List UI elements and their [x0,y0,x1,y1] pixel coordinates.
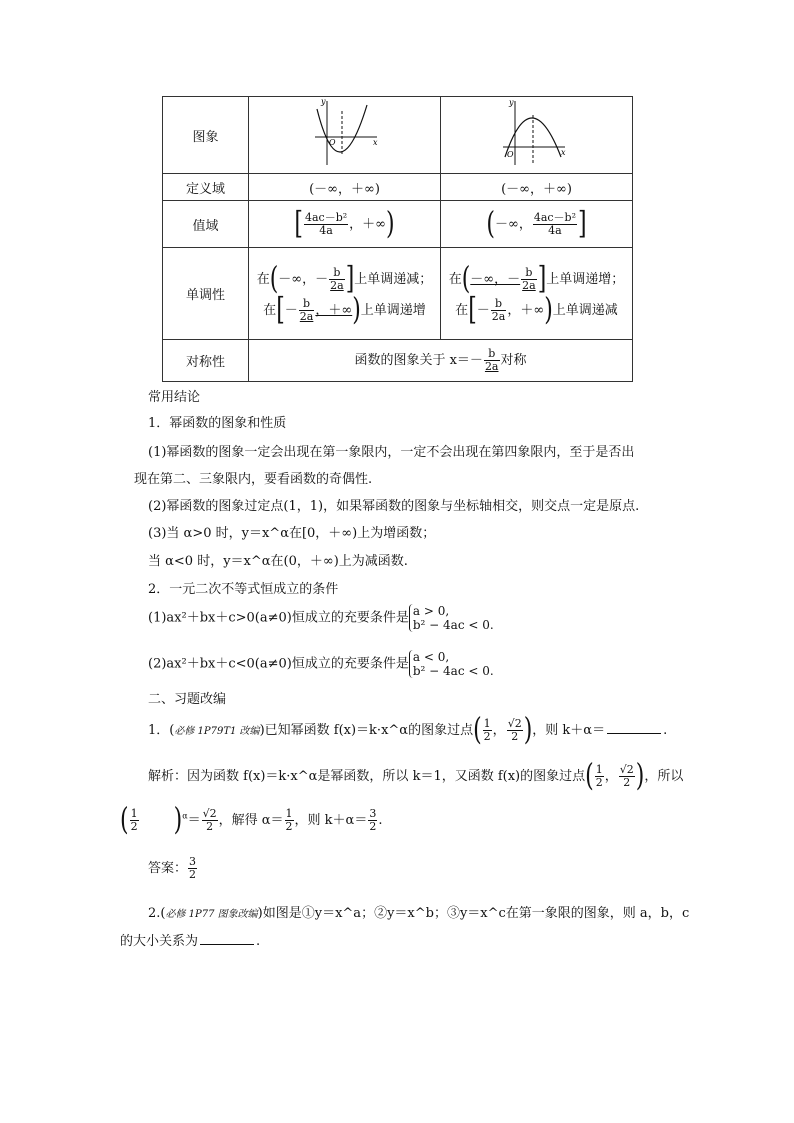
row-label-graph: 图象 [163,97,249,174]
domain-col2: (－∞，＋∞) [441,174,633,201]
section-exercises: 二、习题改编 [148,692,227,707]
monotonicity-col2: 在(－∞，－ $\frac{b}{2a}$ ]上单调递增； 在[－ $\frac{b}{2a}$ ，＋∞)上单调递减 [441,248,633,340]
exercise-1-answer: 答案： $\frac{3}{2}$ [148,855,197,881]
item1-p4: 当 α<0 时，y＝x^α在(0，＋∞)上为减函数. [148,554,408,569]
item2-p2: (2)ax²＋bx＋c<0(a≠0)恒成立的充要条件是 a < 0, b² − 4ac < 0. [148,650,494,678]
svg-text:y: y [508,98,514,107]
symmetry-cell: 函数的图象关于 x＝－ $\frac{b}{2a}$ 对称 [249,340,633,382]
row-label-monotonicity: 单调性 [163,248,249,340]
svg-text:O: O [506,150,514,159]
row-label-symmetry: 对称性 [163,340,249,382]
row-label-domain: 定义域 [163,174,249,201]
condition-system-1: a > 0, b² − 4ac < 0. [409,604,494,632]
exercise-2: 2.(必修 1P77 图象改编)如图是①y＝x^a；②y＝x^b；③y＝x^c在第一象限的图象，则 a，b，c [148,906,690,921]
answer-blank-1 [607,732,661,734]
monotonicity-col1: 在(－∞，－ $\frac{b}{2a}$ ]上单调递减； 在[－ $\frac{b}{2a}$ ，＋∞)上单调递增 [249,248,441,340]
item1-p2: (2)幂函数的图象过定点(1，1)，如果幂函数的图象与坐标轴相交，则交点一定是原点. [148,499,640,514]
graph-upward-parabola [249,97,441,174]
item1-title: 1．幂函数的图象和性质 [148,416,287,431]
row-label-range: 值域 [163,201,249,248]
item1-p1b: 现在第二、三象限内，要看函数的奇偶性. [134,472,373,487]
domain-col1: (－∞，＋∞) [249,174,441,201]
item1-p3: (3)当 α>0 时，y＝x^α在[0，＋∞)上为增函数； [148,526,436,541]
downward-parabola-graph [497,97,577,169]
exercise-2-line2: 的大小关系为 . [120,934,261,949]
upward-parabola-graph [305,97,385,169]
svg-text:x: x [560,148,566,157]
item2-title: 2．一元二次不等式恒成立的条件 [148,582,339,597]
exercise-1-solution-line1: 解析：因为函数 f(x)＝k·x^α是幂函数，所以 k＝1，又函数 f(x)的图象过点( $\frac{1}{2}$ ， $\frac{√2}{2}$ )，所以 [148,759,684,794]
item1-p1a: (1)幂函数的图象一定会出现在第一象限内，一定不会出现在第四象限内，至于是否出 [148,445,635,460]
answer-blank-2 [200,943,254,945]
svg-text:O: O [328,138,336,147]
graph-downward-parabola [441,97,633,174]
exercise-1: 1．(必修 1P79T1 改编)已知幂函数 f(x)＝k·x^α的图象过点( $\frac{1}{2}$ ， $\frac{√2}{2}$ )，则 k＋α＝ . [148,713,668,748]
condition-system-2: a < 0, b² − 4ac < 0. [409,650,494,678]
section-common-conclusions: 常用结论 [148,390,201,405]
function-property-table [162,96,633,382]
range-col1: [ $\frac{\text{4ac－b²}}{4a}$ ，＋∞) [249,201,441,248]
svg-text:y: y [320,97,326,106]
exercise-1-solution-line2: ( $\frac{1}{2}$ )$^\alpha$＝ $\frac{√2}{2}$ ，解得 α＝ $\frac{1}{2}$ ，则 k＋α＝ $\frac{3}{2}$ . [120,803,383,838]
item2-p1: (1)ax²＋bx＋c>0(a≠0)恒成立的充要条件是 a > 0, b² − 4ac < 0. [148,604,494,632]
range-col2: (－∞， $\frac{\text{4ac－b²}}{4a}$ ] [441,201,633,248]
svg-text:x: x [372,138,378,147]
